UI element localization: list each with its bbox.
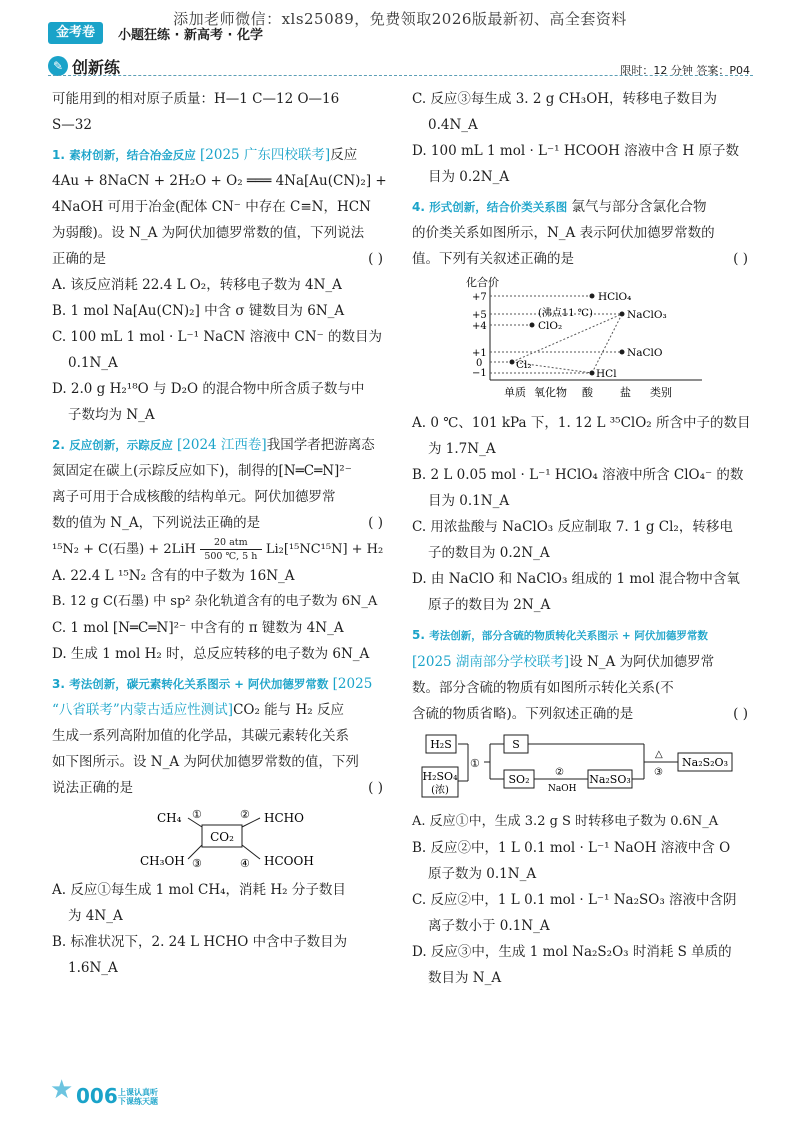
option-c: C. 用浓盐酸与 NaClO₃ 反应制取 7. 1 g Cl₂，转移电 (412, 519, 733, 535)
question-text (52, 697, 387, 723)
point-clo2 (530, 323, 535, 328)
question-1-head (52, 142, 387, 168)
page-number: 006 (76, 1084, 118, 1108)
question-source: “八省联考”内蒙古适应性测试] (52, 702, 234, 718)
condition-top: 20 atm (214, 537, 248, 548)
question-text-last (52, 246, 387, 272)
y-tick: −1 (472, 368, 487, 379)
question-text: 4NaOH 可用于冶金(配体 CN⁻ 中存在 C≡N，HCN (52, 199, 371, 215)
label-na2so3: Na₂SO₃ (589, 773, 631, 786)
question-2-head (52, 432, 387, 458)
equation-condition (200, 536, 262, 563)
co2-label: CO₂ (210, 830, 234, 844)
option-c: C. 1 mol [N═C═N]²⁻ 中含有的 π 键数为 4N_A (52, 620, 344, 636)
option-d-cont: 数目为 N_A (428, 970, 502, 986)
step-4-label: ④ (240, 857, 250, 870)
question-text: 正确的是 (52, 251, 106, 267)
question-text: 生成一系列高附加值的化学品，其碳元素转化关系 (52, 728, 349, 744)
option-a: A. 反应①中，生成 3.2 g S 时转移电子数为 0.6N_A (412, 814, 719, 829)
footer-slogan (118, 1088, 158, 1106)
question-text: 4Au + 8NaCN + 2H₂O + O₂ ═══ 4Na[Au(CN)₂] + (52, 173, 387, 189)
question-tag: 素材创新，结合冶金反应 (69, 148, 196, 162)
tracer-equation (52, 536, 387, 563)
option-b: B. 反应②中，1 L 0.1 mol · L⁻¹ NaOH 溶液中含 O (412, 840, 731, 856)
option-c-cont: 0.1N_A (68, 355, 118, 371)
atomic-masses-line: 可能用到的相对原子质量：H—1 C—12 O—16 (52, 91, 340, 107)
sulfur-conversion-diagram (412, 731, 752, 803)
section-icon: ✎ (48, 56, 68, 76)
question-3-head (52, 671, 387, 697)
heat-label: △ (655, 749, 663, 760)
right-column (412, 86, 752, 991)
question-source: [2024 江西卷] (177, 437, 267, 453)
option-a-cont: 为 4N_A (68, 908, 123, 924)
slogan-line: 下课练天题 (118, 1097, 158, 1106)
y-tick: +5 (472, 310, 487, 321)
question-text: 数的值为 N_A，下列说法正确的是 (52, 515, 261, 531)
boiling-point-note: (沸点11 ℃) (538, 308, 593, 319)
question-number: 5. (412, 628, 425, 642)
option-b-cont: 1.6N_A (68, 960, 118, 976)
slogan-line: 上课认真听 (118, 1088, 158, 1097)
question-tag: 反应创新，示踪反应 (69, 438, 173, 452)
question-text (412, 649, 752, 675)
option-b: B. 2 L 0.05 mol · L⁻¹ HClO₄ 溶液中所含 ClO₄⁻ 的数 (412, 467, 744, 483)
question-text: 数。部分含硫的物质有如图所示转化关系(不 (412, 680, 674, 696)
option-b: B. 标准状况下，2. 24 L HCHO 中含中子数目为 (52, 934, 348, 950)
mascot-icon: ★ (50, 1075, 74, 1105)
section-title: 创新练 (72, 58, 121, 77)
label-hclo4: HClO₄ (598, 291, 632, 303)
valence-chart-svg (412, 276, 752, 404)
question-source: [2025 湖南部分学校联考] (412, 654, 570, 670)
question-text-last (412, 246, 752, 272)
step-3-label: ③ (192, 857, 202, 870)
question-text: 如下图所示。设 N_A 为阿伏加德罗常数的值，下列 (52, 754, 359, 770)
question-text: 反应 (330, 147, 358, 163)
question-5-head (412, 622, 752, 649)
option-d-cont: 原子的数目为 2N_A (428, 597, 551, 613)
answer-paren: ( ) (368, 251, 383, 267)
label-s: S (512, 738, 520, 751)
y-tick: +4 (472, 321, 487, 332)
answer-paren: ( ) (733, 706, 748, 722)
question-tag: 考法创新，部分含硫的物质转化关系图示 + 阿伏加德罗常数 (429, 630, 708, 642)
question-number: 2. (52, 438, 65, 452)
y-tick: 0 (476, 358, 483, 369)
equation-left: ¹⁵N₂ + C(石墨) + 2LiH (52, 541, 196, 557)
atomic-masses-line: S—32 (52, 117, 92, 133)
series-title: 小题狂练 · 新高考 · 化学 (118, 28, 263, 43)
step-2-label: ② (555, 767, 564, 778)
step-1-label: ① (470, 757, 480, 770)
option-a: A. 22.4 L ¹⁵N₂ 含有的中子数为 16N_A (52, 568, 295, 584)
label-clo2: ClO₂ (538, 320, 563, 332)
option-a: A. 该反应消耗 22.4 L O₂，转移电子数为 4N_A (52, 277, 342, 293)
question-text: 说法正确的是 (52, 780, 133, 796)
relation-line (512, 314, 622, 362)
ch4-label: CH₄ (157, 811, 182, 825)
question-source: [2025 (332, 676, 373, 692)
question-number: 1. (52, 148, 65, 162)
question-text: 值。下列有关叙述正确的是 (412, 251, 574, 267)
option-c: C. 反应②中，1 L 0.1 mol · L⁻¹ Na₂SO₃ 溶液中含阴 (412, 892, 737, 908)
question-4-head (412, 194, 752, 220)
option-a: A. 0 ℃、101 kPa 下，1. 12 L ³⁵ClO₂ 所含中子的数目 (412, 415, 751, 431)
relation-line (592, 314, 622, 373)
x-axis-label: 类别 (650, 386, 672, 399)
limit-info: 限时：12 分钟 答案：P04 (620, 64, 750, 77)
label-h2s: H₂S (430, 738, 452, 751)
x-tick: 氧化物 (534, 386, 567, 399)
point-naclo (620, 350, 625, 355)
option-a: A. 反应①每生成 1 mol CH₄，消耗 H₂ 分子数目 (52, 882, 346, 898)
question-text-last (52, 510, 387, 536)
option-c: C. 100 mL 1 mol · L⁻¹ NaCN 溶液中 CN⁻ 的数目为 (52, 329, 382, 345)
option-b-cont: 原子数为 0.1N_A (428, 866, 537, 882)
option-d: D. 反应③中，生成 1 mol Na₂S₂O₃ 时消耗 S 单质的 (412, 944, 732, 960)
answer-paren: ( ) (733, 251, 748, 267)
label-so2: SO₂ (508, 773, 530, 786)
point-hclo4 (590, 294, 595, 299)
option-d-cont: 目为 0.2N_A (428, 169, 510, 185)
question-text: 氮固定在碳上(示踪反应如下)，制得的[N═C═N]²⁻ (52, 463, 352, 479)
question-text: 氯气与部分含氯化合物 (571, 199, 707, 215)
label-na2s2o3: Na₂S₂O₃ (682, 756, 728, 769)
option-c-cont: 子的数目为 0.2N_A (428, 545, 550, 561)
option-d: D. 生成 1 mol H₂ 时，总反应转移的电子数为 6N_A (52, 646, 370, 662)
question-tag: 形式创新，结合价类关系图 (429, 200, 568, 214)
header-divider (48, 75, 753, 76)
question-text: 离子可用于合成核酸的结构单元。阿伏加德罗常 (52, 489, 336, 505)
point-cl2 (510, 360, 515, 365)
label-naoh: NaOH (548, 784, 577, 794)
question-text: 我国学者把游离态 (266, 437, 375, 453)
step-1-label: ① (192, 808, 202, 821)
option-c-cont: 离子数小于 0.1N_A (428, 918, 550, 934)
question-number: 4. (412, 200, 425, 214)
label-h2so4: H₂SO₄ (422, 770, 458, 783)
label-naclo3: NaClO₃ (627, 309, 667, 321)
equation-right: Li₂[¹⁵NC¹⁵N] + H₂ (265, 541, 384, 557)
answer-paren: ( ) (368, 780, 383, 796)
ch3oh-label: CH₃OH (140, 854, 185, 868)
step-2-label: ② (240, 808, 250, 821)
carbon-conversion-diagram (52, 805, 387, 871)
series-badge: 金考卷 (48, 22, 103, 44)
y-tick: +1 (472, 348, 487, 359)
x-tick: 盐 (620, 386, 631, 399)
question-source: [2025 广东四校联考] (200, 147, 331, 163)
option-b: B. 1 mol Na[Au(CN)₂] 中含 σ 键数目为 6N_A (52, 303, 345, 319)
question-text: 为弱酸)。设 N_A 为阿伏加德罗常数的值，下列说法 (52, 225, 365, 241)
x-tick: 酸 (582, 386, 593, 399)
step-3-label: ③ (654, 767, 663, 778)
label-conc: (浓) (431, 785, 449, 796)
option-b: B. 12 g C(石墨) 中 sp² 杂化轨道含有的电子数为 6N_A (52, 594, 378, 609)
sulfur-diagram-svg (412, 731, 752, 803)
option-c: C. 反应③每生成 3. 2 g CH₃OH，转移电子数目为 (412, 91, 718, 107)
y-axis-label: 化合价 (466, 276, 499, 289)
question-text: 含硫的物质省略)。下列叙述正确的是 (412, 706, 634, 722)
watermark-text: 添加老师微信：xls25089，免费领取2026版最新初、高全套资料 (173, 10, 627, 28)
question-text: CO₂ 能与 H₂ 反应 (233, 702, 344, 718)
point-hcl (590, 371, 595, 376)
valence-class-chart (412, 276, 752, 404)
label-hcl: HCl (596, 368, 617, 380)
hcooh-label: HCOOH (264, 854, 314, 868)
option-d: D. 2.0 g H₂¹⁸O 与 D₂O 的混合物中所含质子数与中 (52, 381, 365, 397)
question-number: 3. (52, 677, 65, 691)
option-c-cont: 0.4N_A (428, 117, 478, 133)
label-naclo: NaClO (627, 347, 663, 359)
answer-paren: ( ) (368, 515, 383, 531)
question-text-last (412, 701, 752, 727)
carbon-diagram-svg (52, 805, 387, 871)
condition-bottom: 500 ℃, 5 h (204, 551, 258, 562)
question-text-last (52, 775, 387, 801)
point-naclo3 (620, 312, 625, 317)
option-d: D. 由 NaClO 和 NaClO₃ 组成的 1 mol 混合物中含氧 (412, 571, 740, 587)
option-a-cont: 为 1.7N_A (428, 441, 496, 457)
left-column (52, 86, 387, 981)
hcho-label: HCHO (264, 811, 304, 825)
option-d-cont: 子数均为 N_A (68, 407, 155, 423)
label-cl2: Cl₂ (516, 359, 532, 371)
question-tag: 考法创新，碳元素转化关系图示 + 阿伏加德罗常数 (69, 677, 329, 691)
x-tick: 单质 (504, 386, 526, 399)
question-text: 设 N_A 为阿伏加德罗常 (569, 654, 715, 670)
question-text: 的价类关系如图所示，N_A 表示阿伏加德罗常数的 (412, 225, 715, 241)
y-tick: +7 (472, 292, 487, 303)
option-b-cont: 目为 0.1N_A (428, 493, 510, 509)
option-d: D. 100 mL 1 mol · L⁻¹ HCOOH 溶液中含 H 原子数 (412, 143, 739, 159)
